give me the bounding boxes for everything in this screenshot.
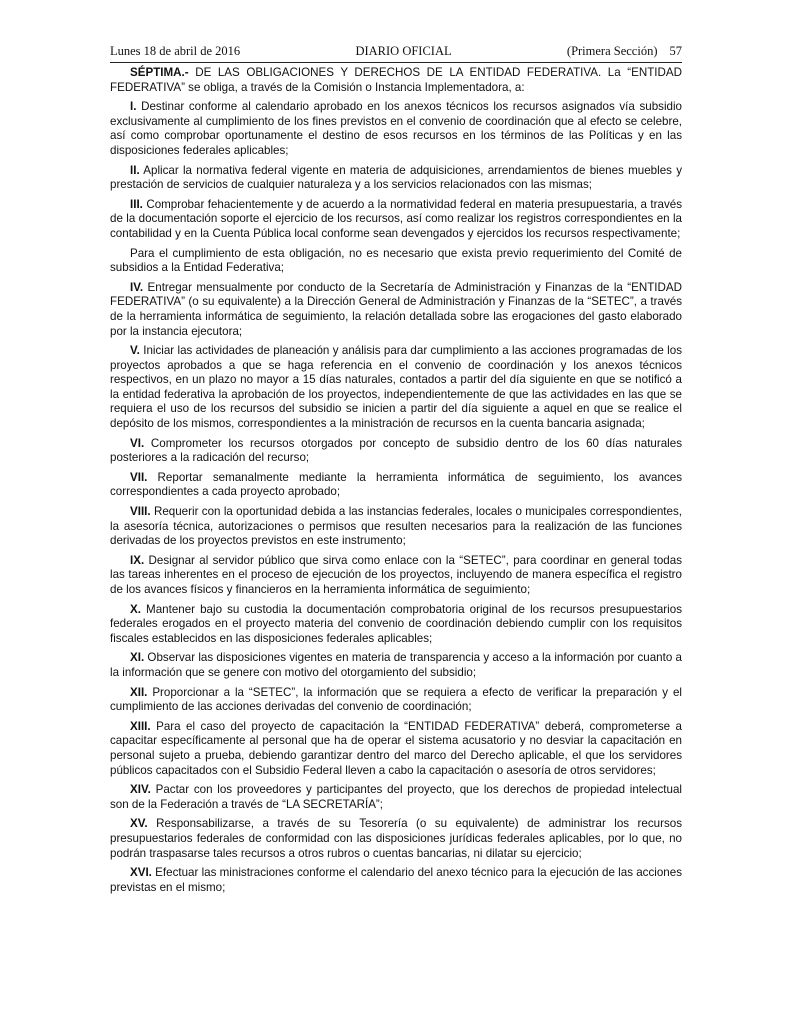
clause-item	[110, 783, 682, 812]
clause-item	[110, 651, 682, 680]
clause-lead: XIII.	[130, 719, 151, 733]
header-section: (Primera Sección)	[566, 44, 658, 58]
document-body	[110, 66, 682, 900]
clause-text: Reportar semanalmente mediante la herramienta informática de seguimiento, los avances correspondientes a cada proyecto aprobado;	[110, 470, 682, 499]
clause-text: Efectuar las ministraciones conforme el calendario del anexo técnico para la ejecución de las acciones previstas en el mismo;	[110, 866, 682, 894]
clause-note	[110, 247, 682, 276]
clause-lead: I.	[130, 100, 137, 114]
clause-text: Responsabilizarse, a través de su Tesorería (o su equivalente) de administrar los recursos presupuestarios federales de conformidad con las disposiciones jurídicas federales aplicables, por lo que, no podrán traspasarse tales recursos a otros rubros o cuentas bancarias, ni dilatar su ejercicio;	[110, 817, 682, 860]
clause-item	[110, 505, 682, 549]
clause-text: Iniciar las actividades de planeación y análisis para dar cumplimiento a las acciones programadas de los proyectos aprobados a que se haga referencia en el convenio de coordinación y los anexos técnicos respectivos, en un plazo no mayor a 15 días naturales, contados a partir del día siguiente en que se notificó a la entidad federativa la aprobación de los proyectos, independientemente de que las actividades en las que se requiera el uso de los recursos del subsidio se inicien a partir del día siguiente a aquel en que se realice el depósito de los mismos, correspondientes a la ministración de recursos en la cuenta bancaria asignada;	[110, 344, 682, 431]
clause-text: Observar las disposiciones vigentes en materia de transparencia y acceso a la información por cuanto a la información que se genere con motivo del otorgamiento del subsidio;	[110, 651, 682, 679]
clause-text: Comprometer los recursos otorgados por concepto de subsidio dentro de los 60 días naturales posteriores a la radicación del recurso;	[110, 436, 682, 465]
clause-lead: V.	[130, 344, 140, 358]
clause-lead: XVI.	[130, 866, 152, 880]
clause-item	[110, 866, 682, 895]
clause-item	[110, 603, 682, 647]
header-publication: DIARIO OFICIAL	[355, 44, 452, 58]
clause-item	[110, 344, 682, 432]
clause-text: Requerir con la oportunidad debida a las instancias federales, locales o municipales correspondientes, la asesoría técnica, autorizaciones o permisos que resulten necesarios para la realización de las funciones derivadas de los proyectos previstos en este instrumento;	[110, 505, 682, 548]
clause-lead: IV.	[130, 280, 144, 294]
clause-lead: IX.	[130, 553, 145, 567]
clause-text: Destinar conforme al calendario aprobado en los anexos técnicos los recursos asignados vía subsidio exclusivamente al cumplimiento de los fines previstos en el convenio de coordinación que al efecto se celebre, así como comprobar oportunamente el destino de esos recursos en los términos de las Políticas y en las disposiciones federales aplicables;	[110, 100, 682, 157]
clause-item	[110, 164, 682, 193]
clause-text: Pactar con los proveedores y participantes del proyecto, que los derechos de propiedad intelectual son de la Federación a través de “LA SECRETARÍA”;	[110, 783, 682, 811]
header-rule	[110, 62, 682, 63]
clause-item	[110, 720, 682, 778]
clause-text: Para el caso del proyecto de capacitación la “ENTIDAD FEDERATIVA” deberá, comprometerse a capacitar específicamente al personal que ha de operar el sistema acusatorio y no desviar la capacitación en personal sujeto a prueba, debiendo garantizar dentro del marco del Derecho aplicable, el que los servidores públicos capacitados con el Subsidio Federal lleven a cabo la capacitación o asesoría de otros servidores;	[110, 719, 682, 777]
clause-septima	[110, 66, 682, 95]
clause-item	[110, 100, 682, 158]
clause-text: DE LAS OBLIGACIONES Y DERECHOS DE LA ENTIDAD FEDERATIVA. La “ENTIDAD FEDERATIVA” se obliga, a través de la Comisión o Instancia Implementadora, a:	[110, 66, 682, 94]
clause-lead: X.	[130, 602, 141, 616]
clause-item	[110, 281, 682, 339]
header-page-number: 57	[669, 44, 682, 58]
header-section-group	[567, 44, 682, 59]
clause-lead: SÉPTIMA.-	[130, 66, 189, 79]
clause-lead: VII.	[130, 470, 148, 484]
clause-item	[110, 471, 682, 500]
clause-lead: XV.	[130, 817, 148, 831]
clause-item	[110, 686, 682, 715]
clause-lead: VIII.	[130, 505, 151, 519]
clause-item	[110, 554, 682, 598]
clause-lead: III.	[130, 197, 143, 211]
clause-text: Entregar mensualmente por conducto de la Secretaría de Administración y Finanzas de la “ENTIDAD FEDERATIVA” (o su equivalente) a la Dirección General de Administración y Finanzas de la “SETEC”, a través de la herramienta informática de seguimiento, la relación detallada sobre las erogaciones del gasto elaborado por la instancia ejecutora;	[110, 280, 682, 338]
clause-text: Para el cumplimiento de esta obligación, no es necesario que exista previo requerimiento del Comité de subsidios a la Entidad Federativa;	[110, 246, 682, 275]
clause-lead: VI.	[130, 436, 145, 450]
clause-text: Designar al servidor público que sirva como enlace con la “SETEC”, para coordinar en general todas las tareas inherentes en el proceso de ejecución de los proyectos, incluyendo de manera específica el registro de los avances físicos y financieros en la herramienta informática de seguimiento;	[110, 553, 682, 596]
clause-lead: II.	[130, 163, 140, 177]
clause-text: Proporcionar a la “SETEC”, la información que se requiera a efecto de verificar la preparación y el cumplimiento de las acciones derivadas del convenio de coordinación;	[110, 685, 682, 714]
clause-item	[110, 817, 682, 861]
clause-lead: XII.	[130, 685, 148, 699]
page-header	[110, 44, 682, 59]
clause-text: Comprobar fehacientemente y de acuerdo a la normatividad federal en materia presupuestaria, a través de la documentación soporte el ejercicio de los recursos, así como realizar los registros correspondientes en la contabilidad y en la Cuenta Pública local conforme sean devengados y ejercidos los recursos respectivamente;	[110, 197, 682, 240]
clause-item	[110, 198, 682, 242]
clause-text: Mantener bajo su custodia la documentación comprobatoria original de los recursos presupuestarios federales erogados en el proyecto materia del convenio de coordinación debiendo cumplir con los requisitos fiscales establecidos en las disposiciones federales aplicables;	[110, 602, 682, 645]
clause-lead: XI.	[130, 651, 145, 665]
clause-item	[110, 437, 682, 466]
header-date: Lunes 18 de abril de 2016	[110, 44, 241, 58]
clause-text: Aplicar la normativa federal vigente en materia de adquisiciones, arrendamientos de bienes muebles y prestación de servicios de cualquier naturaleza y a los servicios relacionados con las mismas;	[110, 163, 682, 192]
clause-lead: XIV.	[130, 783, 151, 797]
